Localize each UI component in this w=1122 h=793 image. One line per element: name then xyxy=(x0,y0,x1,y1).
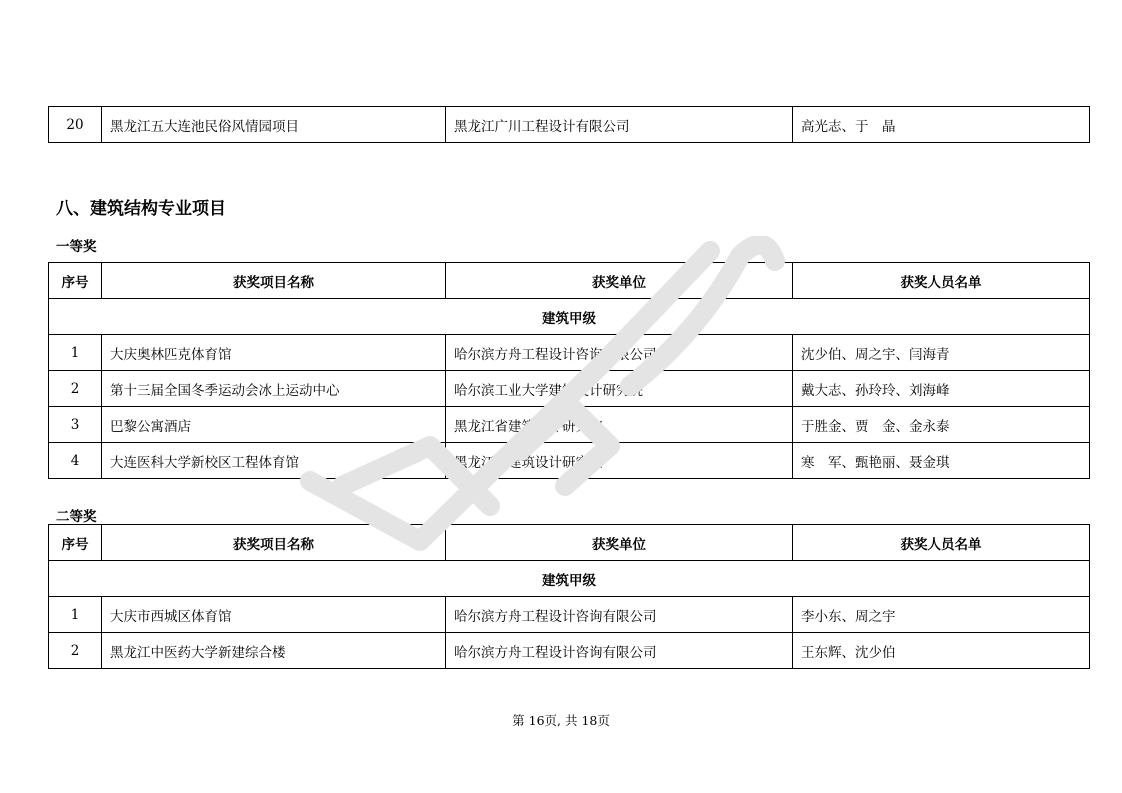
table-header-row xyxy=(49,525,1090,561)
header-people: 获奖人员名单 xyxy=(793,525,1090,561)
table-header-row xyxy=(49,263,1090,299)
row-number: 1 xyxy=(49,335,102,371)
project-name: 大庆奥林匹克体育馆 xyxy=(102,335,446,371)
table-row xyxy=(49,335,1090,371)
first-prize-title: 一等奖 xyxy=(56,239,97,255)
table-row xyxy=(49,107,1090,143)
award-unit: 哈尔滨工业大学建筑设计研究院 xyxy=(446,371,793,407)
group-row xyxy=(49,561,1090,597)
group-row xyxy=(49,299,1090,335)
award-unit: 黑龙江广川工程设计有限公司 xyxy=(446,107,793,143)
header-no: 序号 xyxy=(49,263,102,299)
second-prize-title: 二等奖 xyxy=(56,509,97,525)
table-row xyxy=(49,407,1090,443)
header-name: 获奖项目名称 xyxy=(102,263,446,299)
header-no: 序号 xyxy=(49,525,102,561)
project-name: 大庆市西城区体育馆 xyxy=(102,597,446,633)
project-name: 第十三届全国冬季运动会冰上运动中心 xyxy=(102,371,446,407)
award-people: 高光志、于 晶 xyxy=(793,107,1090,143)
row-number: 2 xyxy=(49,633,102,669)
header-name: 获奖项目名称 xyxy=(102,525,446,561)
award-people: 寒 军、甄艳丽、聂金琪 xyxy=(793,443,1090,479)
header-unit: 获奖单位 xyxy=(446,525,793,561)
row-number: 20 xyxy=(49,107,102,143)
row-number: 4 xyxy=(49,443,102,479)
award-unit: 黑龙江省建筑设计研究院 xyxy=(446,443,793,479)
second-prize-table xyxy=(48,524,1090,669)
award-people: 于胜金、贾 金、金永泰 xyxy=(793,407,1090,443)
award-people: 李小东、周之宇 xyxy=(793,597,1090,633)
award-unit: 哈尔滨方舟工程设计咨询有限公司 xyxy=(446,597,793,633)
award-unit: 黑龙江省建筑设计研究院 xyxy=(446,407,793,443)
award-unit: 哈尔滨方舟工程设计咨询有限公司 xyxy=(446,335,793,371)
group-label: 建筑甲级 xyxy=(49,561,1090,597)
project-name: 巴黎公寓酒店 xyxy=(102,407,446,443)
award-people: 王东辉、沈少伯 xyxy=(793,633,1090,669)
header-unit: 获奖单位 xyxy=(446,263,793,299)
project-name: 黑龙江中医药大学新建综合楼 xyxy=(102,633,446,669)
award-unit: 哈尔滨方舟工程设计咨询有限公司 xyxy=(446,633,793,669)
section-title: 八、建筑结构专业项目 xyxy=(56,199,226,219)
first-prize-table xyxy=(48,262,1090,479)
table-row xyxy=(49,443,1090,479)
table-row xyxy=(49,633,1090,669)
table-row xyxy=(49,371,1090,407)
project-name: 黑龙江五大连池民俗风情园项目 xyxy=(102,107,446,143)
table-row xyxy=(49,597,1090,633)
header-people: 获奖人员名单 xyxy=(793,263,1090,299)
group-label: 建筑甲级 xyxy=(49,299,1090,335)
award-people: 沈少伯、周之宇、闫海青 xyxy=(793,335,1090,371)
row-number: 3 xyxy=(49,407,102,443)
row-number: 1 xyxy=(49,597,102,633)
row-number: 2 xyxy=(49,371,102,407)
award-people: 戴大志、孙玲玲、刘海峰 xyxy=(793,371,1090,407)
carryover-table xyxy=(48,106,1090,143)
project-name: 大连医科大学新校区工程体育馆 xyxy=(102,443,446,479)
page-footer: 第 16页, 共 18页 xyxy=(512,713,610,728)
